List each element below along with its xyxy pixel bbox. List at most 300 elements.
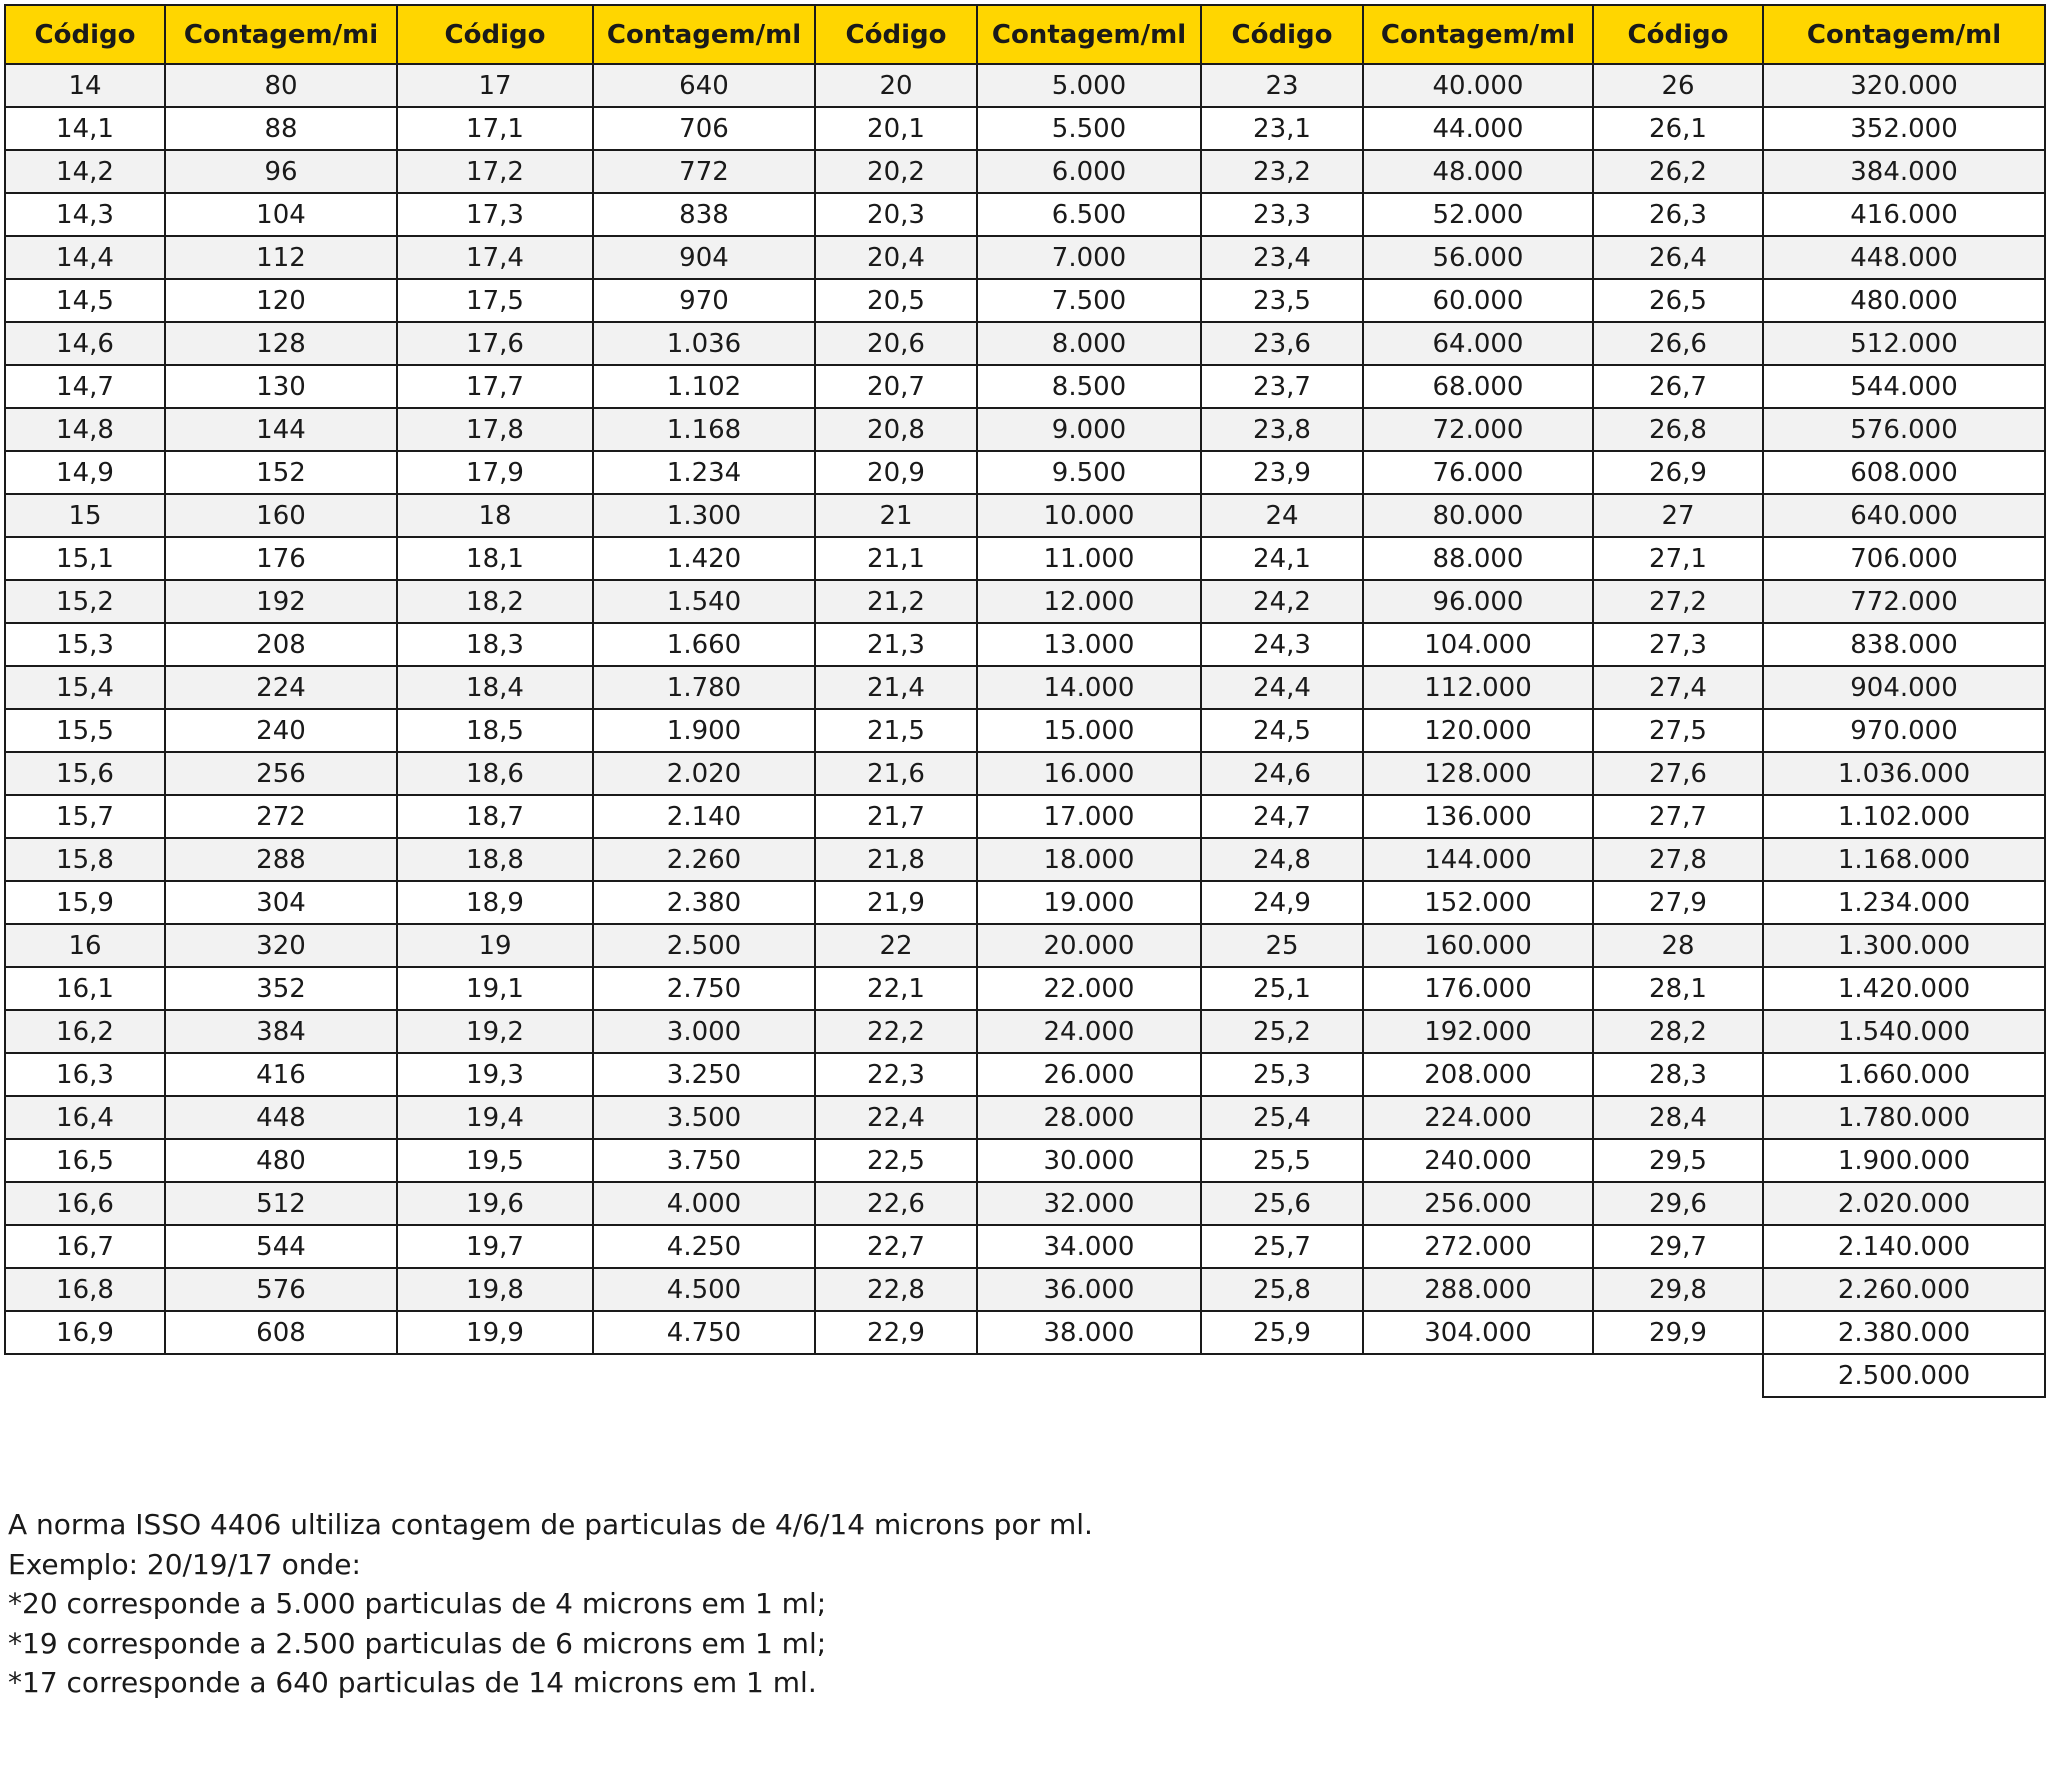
code-cell: 17,1	[397, 107, 593, 150]
code-cell: 16,4	[5, 1096, 165, 1139]
count-cell: 4.750	[593, 1311, 815, 1354]
code-cell: 19,7	[397, 1225, 593, 1268]
code-cell: 27,2	[1593, 580, 1763, 623]
count-cell: 104.000	[1363, 623, 1593, 666]
code-cell: 23,2	[1201, 150, 1363, 193]
count-cell: 8.500	[977, 365, 1201, 408]
count-cell: 176	[165, 537, 397, 580]
count-cell: 88.000	[1363, 537, 1593, 580]
count-cell: 192	[165, 580, 397, 623]
code-cell: 22,1	[815, 967, 977, 1010]
code-cell: 22	[815, 924, 977, 967]
code-cell: 18,8	[397, 838, 593, 881]
table-row	[5, 666, 2045, 709]
code-cell: 24,9	[1201, 881, 1363, 924]
count-cell: 4.500	[593, 1268, 815, 1311]
code-cell: 22,5	[815, 1139, 977, 1182]
count-cell: 904	[593, 236, 815, 279]
count-cell: 15.000	[977, 709, 1201, 752]
count-cell: 12.000	[977, 580, 1201, 623]
count-cell: 640.000	[1763, 494, 2045, 537]
code-cell: 26,3	[1593, 193, 1763, 236]
note-line: A norma ISSO 4406 ultiliza contagem de particulas de 4/6/14 microns por ml.	[8, 1508, 1093, 1541]
count-cell: 44.000	[1363, 107, 1593, 150]
code-cell: 14,3	[5, 193, 165, 236]
code-cell: 19,3	[397, 1053, 593, 1096]
count-cell: 192.000	[1363, 1010, 1593, 1053]
code-cell: 24,1	[1201, 537, 1363, 580]
code-cell: 29,6	[1593, 1182, 1763, 1225]
code-cell: 26,2	[1593, 150, 1763, 193]
code-cell: 15,5	[5, 709, 165, 752]
count-cell: 40.000	[1363, 64, 1593, 107]
code-cell: 17,9	[397, 451, 593, 494]
count-cell: 416	[165, 1053, 397, 1096]
code-cell: 24,3	[1201, 623, 1363, 666]
count-cell: 576	[165, 1268, 397, 1311]
table-row	[5, 236, 2045, 279]
code-cell: 28,2	[1593, 1010, 1763, 1053]
table-row	[5, 1096, 2045, 1139]
count-cell: 4.250	[593, 1225, 815, 1268]
code-cell: 25,3	[1201, 1053, 1363, 1096]
code-cell: 16,9	[5, 1311, 165, 1354]
code-cell: 18,1	[397, 537, 593, 580]
count-cell: 904.000	[1763, 666, 2045, 709]
count-cell: 17.000	[977, 795, 1201, 838]
code-cell: 22,8	[815, 1268, 977, 1311]
code-cell: 14,8	[5, 408, 165, 451]
column-header-contagem: Contagem/ml	[1363, 5, 1593, 64]
table-row	[5, 967, 2045, 1010]
column-header-contagem: Contagem/mi	[165, 5, 397, 64]
count-cell: 1.420	[593, 537, 815, 580]
count-cell: 3.000	[593, 1010, 815, 1053]
count-cell: 706	[593, 107, 815, 150]
code-cell: 24,5	[1201, 709, 1363, 752]
count-cell: 256.000	[1363, 1182, 1593, 1225]
count-cell: 2.020.000	[1763, 1182, 2045, 1225]
table-row	[5, 795, 2045, 838]
code-cell: 20,5	[815, 279, 977, 322]
code-cell: 18,6	[397, 752, 593, 795]
count-cell: 2.380.000	[1763, 1311, 2045, 1354]
code-cell: 23,4	[1201, 236, 1363, 279]
count-cell: 1.102	[593, 365, 815, 408]
count-cell: 72.000	[1363, 408, 1593, 451]
code-cell: 20	[815, 64, 977, 107]
code-cell: 16	[5, 924, 165, 967]
code-cell: 18,2	[397, 580, 593, 623]
count-cell: 416.000	[1763, 193, 2045, 236]
notes-section	[8, 1505, 1093, 1703]
code-cell: 18,4	[397, 666, 593, 709]
count-cell: 1.780.000	[1763, 1096, 2045, 1139]
count-cell: 544.000	[1763, 365, 2045, 408]
code-cell: 19,4	[397, 1096, 593, 1139]
count-cell: 512	[165, 1182, 397, 1225]
code-cell: 19,6	[397, 1182, 593, 1225]
count-cell: 320.000	[1763, 64, 2045, 107]
count-cell: 576.000	[1763, 408, 2045, 451]
code-cell: 19,5	[397, 1139, 593, 1182]
code-cell: 24,4	[1201, 666, 1363, 709]
count-cell: 1.234	[593, 451, 815, 494]
table-header	[5, 5, 2045, 64]
count-cell: 1.900	[593, 709, 815, 752]
note-line: *17 corresponde a 640 particulas de 14 microns em 1 ml.	[8, 1666, 817, 1699]
code-cell: 15,2	[5, 580, 165, 623]
table-row	[5, 322, 2045, 365]
count-cell: 152	[165, 451, 397, 494]
count-cell: 288.000	[1363, 1268, 1593, 1311]
column-header-codigo: Código	[1201, 5, 1363, 64]
count-cell: 1.168	[593, 408, 815, 451]
code-cell: 26,9	[1593, 451, 1763, 494]
code-cell: 16,6	[5, 1182, 165, 1225]
code-cell: 27,5	[1593, 709, 1763, 752]
code-cell: 25,5	[1201, 1139, 1363, 1182]
code-cell: 21,2	[815, 580, 977, 623]
count-cell: 384	[165, 1010, 397, 1053]
code-cell: 15,9	[5, 881, 165, 924]
code-cell: 21,9	[815, 881, 977, 924]
code-cell: 14,7	[5, 365, 165, 408]
code-cell: 25,8	[1201, 1268, 1363, 1311]
code-cell: 25	[1201, 924, 1363, 967]
column-header-codigo: Código	[397, 5, 593, 64]
code-cell: 17,6	[397, 322, 593, 365]
code-cell: 17	[397, 64, 593, 107]
table-row	[5, 1268, 2045, 1311]
code-cell: 21,8	[815, 838, 977, 881]
code-cell: 19,2	[397, 1010, 593, 1053]
count-cell: 970.000	[1763, 709, 2045, 752]
count-cell: 2.500.000	[1763, 1354, 2045, 1397]
table-row	[5, 924, 2045, 967]
count-cell: 608	[165, 1311, 397, 1354]
code-cell: 14	[5, 64, 165, 107]
note-line: *20 corresponde a 5.000 particulas de 4 microns em 1 ml;	[8, 1587, 827, 1620]
count-cell: 706.000	[1763, 537, 2045, 580]
count-cell: 3.500	[593, 1096, 815, 1139]
count-cell: 256	[165, 752, 397, 795]
table-row	[5, 709, 2045, 752]
code-cell: 29,5	[1593, 1139, 1763, 1182]
code-cell: 17,8	[397, 408, 593, 451]
count-cell: 9.000	[977, 408, 1201, 451]
count-cell: 970	[593, 279, 815, 322]
table-row-extra	[5, 1354, 2045, 1397]
column-header-contagem: Contagem/ml	[593, 5, 815, 64]
code-cell: 16,5	[5, 1139, 165, 1182]
code-cell: 17,2	[397, 150, 593, 193]
header-row	[5, 5, 2045, 64]
code-cell: 21,1	[815, 537, 977, 580]
table-row	[5, 494, 2045, 537]
code-cell: 26,4	[1593, 236, 1763, 279]
code-cell: 14,6	[5, 322, 165, 365]
code-cell: 27,4	[1593, 666, 1763, 709]
code-cell: 18	[397, 494, 593, 537]
code-cell: 17,4	[397, 236, 593, 279]
code-cell: 23,1	[1201, 107, 1363, 150]
count-cell: 32.000	[977, 1182, 1201, 1225]
count-cell: 128.000	[1363, 752, 1593, 795]
code-cell: 22,3	[815, 1053, 977, 1096]
column-header-contagem: Contagem/ml	[1763, 5, 2045, 64]
count-cell: 272	[165, 795, 397, 838]
count-cell: 2.140	[593, 795, 815, 838]
code-cell: 28	[1593, 924, 1763, 967]
count-cell: 480.000	[1763, 279, 2045, 322]
column-header-contagem: Contagem/ml	[977, 5, 1201, 64]
count-cell: 1.660	[593, 623, 815, 666]
code-cell: 20,3	[815, 193, 977, 236]
code-cell: 17,7	[397, 365, 593, 408]
count-cell: 2.500	[593, 924, 815, 967]
table-row	[5, 1053, 2045, 1096]
iso-4406-table	[4, 4, 2046, 1398]
count-cell: 64.000	[1363, 322, 1593, 365]
count-cell: 18.000	[977, 838, 1201, 881]
table-row	[5, 150, 2045, 193]
count-cell: 88	[165, 107, 397, 150]
count-cell: 1.900.000	[1763, 1139, 2045, 1182]
count-cell: 384.000	[1763, 150, 2045, 193]
code-cell: 15,4	[5, 666, 165, 709]
code-cell: 23,5	[1201, 279, 1363, 322]
count-cell: 60.000	[1363, 279, 1593, 322]
code-cell: 24,6	[1201, 752, 1363, 795]
code-cell: 29,7	[1593, 1225, 1763, 1268]
code-cell: 19,8	[397, 1268, 593, 1311]
count-cell: 16.000	[977, 752, 1201, 795]
count-cell: 7.500	[977, 279, 1201, 322]
code-cell: 27,7	[1593, 795, 1763, 838]
count-cell: 304.000	[1363, 1311, 1593, 1354]
table-row	[5, 623, 2045, 666]
count-cell: 96	[165, 150, 397, 193]
code-cell: 23,8	[1201, 408, 1363, 451]
code-cell: 22,2	[815, 1010, 977, 1053]
count-cell: 144.000	[1363, 838, 1593, 881]
count-cell: 120	[165, 279, 397, 322]
count-cell: 128	[165, 322, 397, 365]
code-cell: 20,7	[815, 365, 977, 408]
code-cell: 26	[1593, 64, 1763, 107]
count-cell: 272.000	[1363, 1225, 1593, 1268]
code-cell: 20,9	[815, 451, 977, 494]
code-cell: 26,7	[1593, 365, 1763, 408]
table-row	[5, 1010, 2045, 1053]
count-cell: 2.140.000	[1763, 1225, 2045, 1268]
count-cell: 26.000	[977, 1053, 1201, 1096]
code-cell: 23,9	[1201, 451, 1363, 494]
count-cell: 144	[165, 408, 397, 451]
count-cell: 5.000	[977, 64, 1201, 107]
code-cell: 26,8	[1593, 408, 1763, 451]
count-cell: 11.000	[977, 537, 1201, 580]
count-cell: 136.000	[1363, 795, 1593, 838]
code-cell: 25,4	[1201, 1096, 1363, 1139]
code-cell: 17,5	[397, 279, 593, 322]
count-cell: 152.000	[1363, 881, 1593, 924]
count-cell: 544	[165, 1225, 397, 1268]
code-cell: 16,7	[5, 1225, 165, 1268]
count-cell: 48.000	[1363, 150, 1593, 193]
count-cell: 176.000	[1363, 967, 1593, 1010]
code-cell: 23,6	[1201, 322, 1363, 365]
code-cell: 16,1	[5, 967, 165, 1010]
code-cell: 21	[815, 494, 977, 537]
code-cell: 16,3	[5, 1053, 165, 1096]
code-cell: 14,5	[5, 279, 165, 322]
count-cell: 1.420.000	[1763, 967, 2045, 1010]
code-cell: 15,1	[5, 537, 165, 580]
count-cell: 224	[165, 666, 397, 709]
count-cell: 304	[165, 881, 397, 924]
code-cell: 16,8	[5, 1268, 165, 1311]
count-cell: 3.250	[593, 1053, 815, 1096]
count-cell: 112	[165, 236, 397, 279]
count-cell: 5.500	[977, 107, 1201, 150]
count-cell: 352	[165, 967, 397, 1010]
code-cell: 19	[397, 924, 593, 967]
count-cell: 13.000	[977, 623, 1201, 666]
count-cell: 208	[165, 623, 397, 666]
code-cell: 15,8	[5, 838, 165, 881]
count-cell: 160	[165, 494, 397, 537]
count-cell: 68.000	[1363, 365, 1593, 408]
table-body	[5, 64, 2045, 1397]
count-cell: 224.000	[1363, 1096, 1593, 1139]
count-cell: 56.000	[1363, 236, 1593, 279]
count-cell: 10.000	[977, 494, 1201, 537]
count-cell: 2.380	[593, 881, 815, 924]
table-row	[5, 580, 2045, 623]
code-cell: 28,4	[1593, 1096, 1763, 1139]
count-cell: 22.000	[977, 967, 1201, 1010]
count-cell: 30.000	[977, 1139, 1201, 1182]
code-cell: 14,9	[5, 451, 165, 494]
count-cell: 2.020	[593, 752, 815, 795]
count-cell: 6.000	[977, 150, 1201, 193]
code-cell: 24	[1201, 494, 1363, 537]
table-row	[5, 408, 2045, 451]
table-row	[5, 838, 2045, 881]
table-row	[5, 193, 2045, 236]
code-cell: 17,3	[397, 193, 593, 236]
code-cell: 14,1	[5, 107, 165, 150]
code-cell: 22,9	[815, 1311, 977, 1354]
code-cell: 18,3	[397, 623, 593, 666]
code-cell: 19,9	[397, 1311, 593, 1354]
count-cell: 1.300	[593, 494, 815, 537]
count-cell: 1.300.000	[1763, 924, 2045, 967]
count-cell: 2.260.000	[1763, 1268, 2045, 1311]
code-cell: 27,1	[1593, 537, 1763, 580]
code-cell: 20,8	[815, 408, 977, 451]
count-cell: 14.000	[977, 666, 1201, 709]
count-cell: 80	[165, 64, 397, 107]
count-cell: 120.000	[1363, 709, 1593, 752]
code-cell: 29,8	[1593, 1268, 1763, 1311]
count-cell: 1.168.000	[1763, 838, 2045, 881]
count-cell: 838.000	[1763, 623, 2045, 666]
code-cell: 21,4	[815, 666, 977, 709]
count-cell: 448.000	[1763, 236, 2045, 279]
note-line: *19 corresponde a 2.500 particulas de 6 microns em 1 ml;	[8, 1626, 827, 1660]
count-cell: 1.540.000	[1763, 1010, 2045, 1053]
count-cell: 240	[165, 709, 397, 752]
count-cell: 240.000	[1363, 1139, 1593, 1182]
code-cell: 20,4	[815, 236, 977, 279]
table-row	[5, 1225, 2045, 1268]
code-cell: 21,6	[815, 752, 977, 795]
count-cell: 1.102.000	[1763, 795, 2045, 838]
code-cell: 22,6	[815, 1182, 977, 1225]
count-cell: 80.000	[1363, 494, 1593, 537]
count-cell: 38.000	[977, 1311, 1201, 1354]
count-cell: 320	[165, 924, 397, 967]
count-cell: 1.036.000	[1763, 752, 2045, 795]
code-cell: 20,6	[815, 322, 977, 365]
count-cell: 512.000	[1763, 322, 2045, 365]
code-cell: 26,6	[1593, 322, 1763, 365]
count-cell: 208.000	[1363, 1053, 1593, 1096]
column-header-codigo: Código	[815, 5, 977, 64]
count-cell: 104	[165, 193, 397, 236]
table-row	[5, 64, 2045, 107]
code-cell: 23,7	[1201, 365, 1363, 408]
count-cell: 34.000	[977, 1225, 1201, 1268]
code-cell: 27,8	[1593, 838, 1763, 881]
count-cell: 9.500	[977, 451, 1201, 494]
code-cell: 29,9	[1593, 1311, 1763, 1354]
code-cell: 27,3	[1593, 623, 1763, 666]
code-cell: 21,5	[815, 709, 977, 752]
code-cell: 23	[1201, 64, 1363, 107]
count-cell: 160.000	[1363, 924, 1593, 967]
count-cell: 838	[593, 193, 815, 236]
table-row	[5, 365, 2045, 408]
code-cell: 27,6	[1593, 752, 1763, 795]
code-cell: 27	[1593, 494, 1763, 537]
count-cell: 1.660.000	[1763, 1053, 2045, 1096]
code-cell: 25,9	[1201, 1311, 1363, 1354]
empty-cell	[5, 1354, 1763, 1397]
code-cell: 21,3	[815, 623, 977, 666]
code-cell: 27,9	[1593, 881, 1763, 924]
code-cell: 24,8	[1201, 838, 1363, 881]
code-cell: 25,2	[1201, 1010, 1363, 1053]
code-cell: 26,5	[1593, 279, 1763, 322]
count-cell: 772	[593, 150, 815, 193]
count-cell: 640	[593, 64, 815, 107]
code-cell: 15,6	[5, 752, 165, 795]
count-cell: 28.000	[977, 1096, 1201, 1139]
count-cell: 2.260	[593, 838, 815, 881]
table-row	[5, 881, 2045, 924]
code-cell: 24,2	[1201, 580, 1363, 623]
code-cell: 15	[5, 494, 165, 537]
code-cell: 25,6	[1201, 1182, 1363, 1225]
code-cell: 25,7	[1201, 1225, 1363, 1268]
count-cell: 20.000	[977, 924, 1201, 967]
count-cell: 19.000	[977, 881, 1201, 924]
code-cell: 28,3	[1593, 1053, 1763, 1096]
